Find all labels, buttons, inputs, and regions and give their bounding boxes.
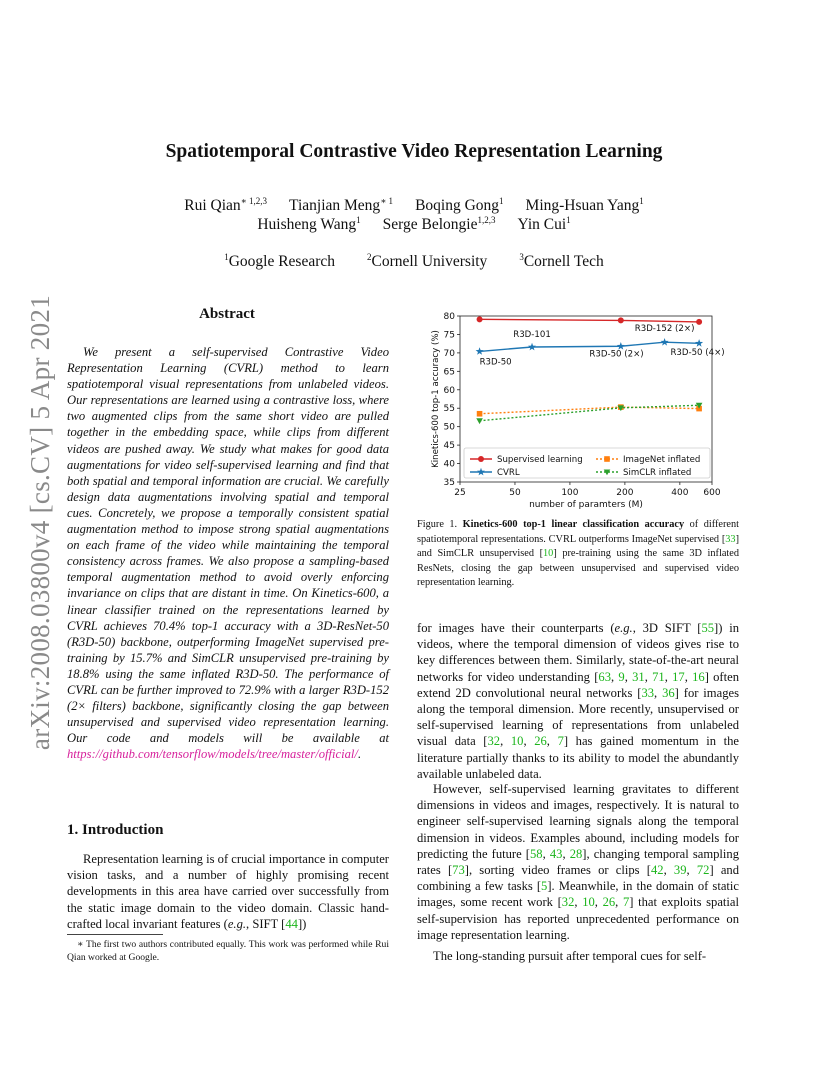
x-tick-label: 400 (671, 488, 689, 498)
superscript: 1 (566, 215, 571, 225)
citation[interactable]: 73 (452, 863, 465, 878)
text-run: , (684, 669, 693, 684)
data-point (477, 316, 483, 322)
y-tick-label: 75 (443, 330, 455, 341)
text-run: ]. Meanwhile, in the domain of static images, some recent work [ (417, 879, 739, 910)
superscript: 1 (356, 215, 361, 225)
data-point (476, 347, 484, 355)
citation[interactable]: 55 (701, 621, 715, 635)
author (257, 215, 360, 234)
affiliation-name: Google Research (228, 253, 335, 270)
intro-paragraph: Representation learning is of crucial importance in computer vision tasks, and a number of highly promising recent developments in this area have carried over successfully from the static image domain to the video domain. Classic hand-crafted local invariant features (e.g., SIFT [44]) (67, 852, 389, 931)
point-annotation: R3D-50 (4×) (670, 348, 725, 359)
citation[interactable]: 72 (696, 863, 710, 878)
point-annotation: R3D-152 (2×) (634, 323, 695, 334)
affiliation (224, 252, 335, 271)
text-run: , (624, 669, 633, 684)
citation[interactable]: 32 (487, 734, 501, 749)
citation[interactable]: 10 (510, 734, 524, 749)
citation[interactable]: 58 (530, 846, 543, 861)
legend-marker (478, 456, 484, 462)
affiliations (0, 252, 828, 271)
point-annotation: R3D-50 (479, 357, 512, 368)
citation[interactable]: 63 (598, 669, 611, 684)
text-run: ] often extend 2D convolutional neural networks [ (417, 669, 740, 700)
right-paragraph-1 (417, 620, 739, 782)
data-point (476, 418, 483, 424)
footnote: ∗ The first two authors contributed equally. This work was performed while Rui Qian worked at Google. (67, 939, 389, 963)
affiliation (367, 252, 487, 271)
code-link[interactable]: https://github.com/tensorflow/models/tree/master/official/ (67, 747, 358, 762)
text-run: ] that exploits spatial self-supervision has reported unprecedented performance on image representation learning. (417, 895, 740, 942)
citation[interactable]: 32 (561, 895, 575, 910)
x-tick-label: 25 (454, 488, 466, 498)
author (184, 196, 267, 215)
citation[interactable]: 7 (622, 895, 630, 910)
citation[interactable]: 33 (641, 685, 655, 700)
author (383, 215, 496, 234)
x-tick-label: 100 (561, 488, 579, 498)
citation[interactable]: 44 (285, 916, 298, 931)
y-tick-label: 50 (443, 422, 455, 433)
legend-marker (604, 456, 610, 462)
text-run: , (644, 669, 653, 684)
text-run: ]) in videos, where the temporal dimension of videos gives rise to key differences between them. Similarly, state-of-the-art neural networks for video understanding [ (417, 621, 739, 684)
y-tick-label: 65 (443, 367, 455, 378)
paper-title: Spatiotemporal Contrastive Video Representation Learning (165, 141, 663, 162)
citation[interactable]: 10 (543, 548, 554, 559)
citation[interactable]: 10 (582, 895, 595, 910)
superscript: 2 (367, 252, 372, 262)
y-tick-label: 45 (443, 441, 455, 452)
legend-label: SimCLR inflated (623, 468, 692, 478)
text-run: , (500, 734, 511, 749)
citation[interactable]: 33 (725, 533, 736, 545)
abstract-heading: Abstract (199, 306, 255, 322)
author (526, 196, 644, 215)
author-name: Boqing Gong (415, 197, 500, 214)
author-name: Rui Qian (184, 197, 241, 214)
text-run: , (663, 863, 674, 878)
text-run: , (574, 895, 583, 910)
citation[interactable]: 7 (557, 734, 564, 749)
superscript: 1 (499, 196, 504, 206)
text-run: ] for images along the temporal dimension. More recently, unsupervised or self-supervised learning of representations from unlabeled visual data [ (417, 685, 739, 749)
text-run: ] and combining a few tasks [ (417, 863, 740, 894)
data-point (661, 338, 669, 346)
right-paragraph-2 (417, 781, 739, 943)
y-tick-label: 60 (443, 385, 455, 396)
citation[interactable]: 28 (569, 846, 583, 861)
author (517, 215, 570, 234)
x-tick-label: 50 (509, 488, 521, 498)
y-tick-label: 35 (443, 478, 455, 488)
abstract-text: We present a self-supervised Contrastive Video Representation Learning (CVRL) method to learn spatiotemporal visual representations from unlabeled videos. Our representations are learned using a contrastive loss, where two augmented clips from the same short video are pulled together in the embedding space, while clips from different videos are pushed away. We study what makes for good data augmentations for video self-supervised learning and find that both spatial and temporal information are crucial. We carefully design data augmentations involving spatial and temporal cues. Concretely, we propose a temporally consistent spatial augmentation method to impose strong spatial augmentations on each frame of the video while maintaining the temporal consistency across frames. We also propose a sampling-based temporal augmentation method to avoid overly enforcing invariance on clips that are distant in time. On Kinetics-600, a linear classifier trained on the representations learned by CVRL achieves 70.4% top-1 accuracy with a 3D-ResNet-50 (R3D-50) backbone, outperforming ImageNet supervised pre-training by 15.7% and SimCLR unsupervised pre-training by 18.8% using the same inflated R3D-50. The performance of CVRL can be further improved to 72.9% with a larger R3D-152 (2× filters) backbone, significantly closing the gap between unsupervised and supervised video representation learning. Our code and models will be available at https://github.com/tensorflow/models/tree/master/official/. (67, 345, 389, 762)
text-run: , (523, 734, 535, 749)
legend-label: Supervised learning (497, 455, 583, 465)
y-tick-label: 80 (443, 312, 455, 322)
citation[interactable]: 17 (672, 669, 685, 684)
citation[interactable]: 26 (534, 734, 547, 749)
superscript: ∗ 1,2,3 (240, 196, 268, 206)
affiliation-name: Cornell Tech (523, 253, 604, 270)
text-run: , (562, 846, 570, 861)
citation[interactable]: 36 (662, 685, 675, 700)
authors-row-1 (0, 196, 828, 215)
legend-label: CVRL (497, 468, 520, 478)
citation[interactable]: 16 (692, 669, 705, 684)
author-name: Tianjian Meng (289, 197, 381, 214)
citation[interactable]: 43 (549, 846, 563, 861)
citation[interactable]: 71 (652, 669, 665, 684)
data-point (618, 317, 624, 323)
citation[interactable]: 39 (673, 863, 687, 878)
citation[interactable]: 5 (541, 879, 548, 894)
x-tick-label: 200 (616, 488, 634, 498)
text-run: , (686, 863, 697, 878)
author (289, 196, 393, 215)
right-paragraph-3: The long-standing pursuit after temporal cues for self- (433, 949, 707, 963)
x-tick-label: 600 (703, 488, 721, 498)
affiliation (519, 252, 603, 271)
author-name: Yin Cui (517, 216, 567, 233)
text-run: However, self-supervised learning gravitates to different dimensions in videos and images, respectively. It is natural to engineer self-supervised learning signals along the temporal dimension in videos. Examples abound, including models for predicting the future [ (417, 782, 739, 861)
text-run: ], sorting video frames or clips [ (464, 863, 651, 878)
arxiv-stamp: arXiv:2008.03800v4 [cs.CV] 5 Apr 2021 (24, 295, 55, 751)
footnote-rule (67, 934, 163, 935)
figure-caption: Figure 1. Kinetics-600 top-1 linear classification accuracy of different spatiotemporal representations. CVRL outperforms ImageNet supervised [33] and SimCLR unsupervised [10] pre-training using the same 3D inflated ResNets, closing the gap between unsupervised and supervised video representation learning. (417, 519, 739, 588)
superscript: 3 (519, 252, 524, 262)
text-run: , (654, 685, 663, 700)
legend-label: ImageNet inflated (623, 455, 701, 465)
data-point (477, 411, 483, 417)
citation[interactable]: 31 (632, 669, 645, 684)
point-annotation: R3D-50 (2×) (589, 349, 644, 360)
text-run: , (546, 734, 558, 749)
affiliation-name: Cornell University (371, 253, 488, 270)
text-run: , 3D SIFT [ (632, 621, 702, 635)
text-run: , (542, 846, 550, 861)
y-tick-label: 55 (443, 404, 455, 415)
series-line (480, 407, 700, 414)
author (415, 196, 503, 215)
data-point (696, 319, 702, 325)
superscript: 1 (639, 196, 644, 206)
text-run: ] has gained momentum in the literature partially thanks to its ability to model the abundantly available unlabeled data. (417, 734, 740, 781)
superscript: 1,2,3 (477, 215, 496, 225)
y-tick-label: 40 (443, 459, 455, 470)
text-run: , (664, 669, 673, 684)
text-run: , (610, 669, 619, 684)
text-run: e.g. (614, 621, 633, 635)
y-axis-label: Kinetics-600 top-1 accuracy (%) (431, 330, 441, 468)
author-name: Ming-Hsuan Yang (525, 197, 640, 214)
intro-heading: 1. Introduction (67, 822, 164, 838)
citation[interactable]: 26 (602, 895, 616, 910)
figure-1-chart (426, 306, 736, 514)
citation[interactable]: 9 (618, 669, 625, 684)
text-run: , (594, 895, 603, 910)
text-run: , (615, 895, 623, 910)
superscript: 1 (224, 252, 229, 262)
data-point (617, 342, 625, 350)
authors-row-2 (0, 215, 828, 234)
text-run: for images have their counterparts ( (417, 621, 615, 635)
data-point (528, 343, 536, 351)
author-name: Serge Belongie (382, 216, 478, 233)
superscript: ∗ 1 (380, 196, 394, 206)
point-annotation: R3D-101 (513, 330, 551, 341)
x-axis-label: number of paramters (M) (529, 500, 643, 510)
y-tick-label: 70 (443, 348, 455, 359)
author-name: Huisheng Wang (257, 216, 357, 233)
citation[interactable]: 42 (650, 863, 664, 878)
text-run: ], changing temporal sampling rates [ (417, 846, 740, 878)
series-line (480, 319, 700, 322)
data-point (695, 339, 703, 347)
series-line (480, 405, 700, 420)
